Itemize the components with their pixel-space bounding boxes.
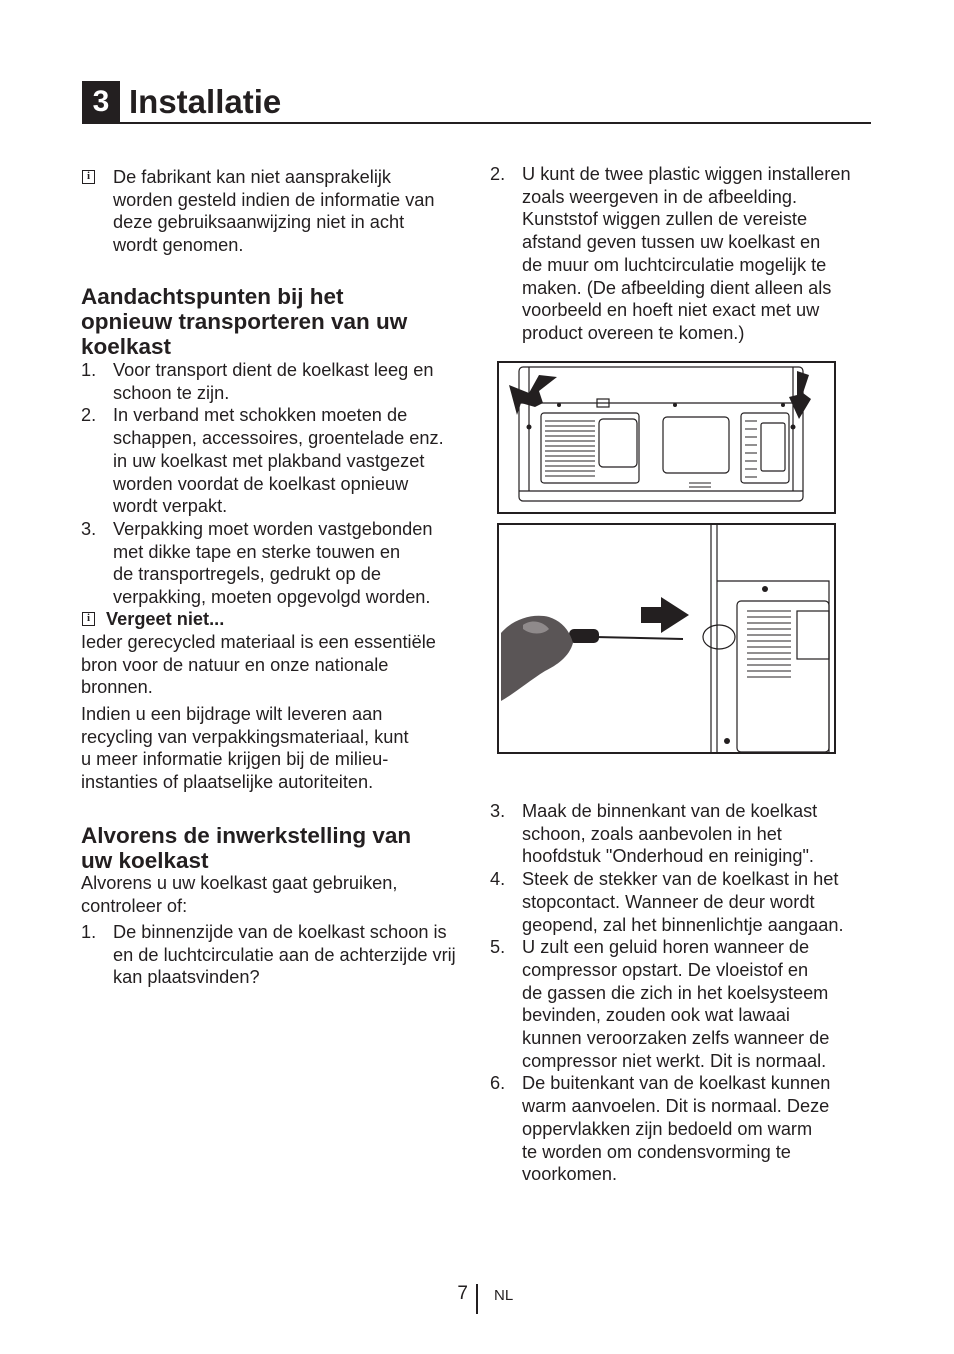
chapter-number-badge: 3: [82, 81, 120, 123]
list-line: stopcontact. Wanneer de deur wordt: [522, 891, 815, 912]
heading-line: Alvorens de inwerkstelling van: [81, 823, 412, 848]
list-line: bevinden, zouden ook wat lawaai: [522, 1005, 790, 1026]
paragraph-line: Alvorens u uw koelkast gaat gebruiken,: [81, 873, 398, 893]
wedge-arrow-right: [789, 371, 811, 419]
list-number: 1.: [81, 360, 97, 380]
list-number: 3.: [81, 518, 97, 539]
heading-line: Aandachtspunten bij het: [81, 284, 344, 309]
note-line: deze gebruiksaanwijzing niet in acht: [113, 212, 405, 233]
footer-separator: [476, 1284, 478, 1314]
list-line: voorkomen.: [522, 1164, 618, 1185]
first-use-list: [81, 921, 473, 989]
list-line: afstand geven tussen uw koelkast en: [522, 232, 821, 253]
paragraph-line: bron voor de natuur en onze nationale: [81, 654, 389, 675]
list-line: Kunststof wiggen zullen de vereiste: [522, 209, 808, 230]
list-line: de muur om luchtcirculatie mogelijk te: [522, 254, 827, 275]
list-number: 2.: [81, 405, 97, 426]
list-line: compressor opstart. De vloeistof en: [522, 959, 809, 980]
list-line: Voor transport dient de koelkast leeg en: [113, 360, 434, 380]
figure-install-wedge: [497, 523, 836, 754]
list-line: Maak de binnenkant van de koelkast: [522, 801, 818, 821]
section-heading-first-use: [81, 823, 471, 873]
list-line: schappen, accessoires, groentelade enz.: [113, 428, 444, 449]
list-line: U kunt de twee plastic wiggen installeren: [522, 164, 851, 184]
list-line: en de luchtcirculatie aan de achterzijde vrij: [113, 944, 456, 965]
reminder-title: Vergeet niet...: [106, 609, 225, 629]
list-number: 4.: [490, 869, 506, 890]
chapter-title: Installatie: [129, 83, 282, 120]
list-line: schoon, zoals aanbevolen in het: [522, 823, 782, 844]
note-line: De fabrikant kan niet aansprakelijk: [113, 167, 392, 187]
list-line: kan plaatsvinden?: [113, 967, 260, 988]
list-line: verpakking, moeten opgevolgd worden.: [113, 587, 431, 608]
list-line: worden voordat de koelkast opnieuw: [113, 473, 409, 494]
list-line: De binnenzijde van de koelkast schoon is: [113, 922, 447, 942]
chapter-rule: [82, 122, 871, 124]
list-line: zoals weergeven in de afbeelding.: [522, 186, 798, 207]
list-line: U zult een geluid horen wanneer de: [522, 937, 810, 958]
list-item: [490, 163, 865, 345]
list-item: [81, 921, 473, 989]
section-heading-transport: [81, 284, 471, 359]
list-line: schoon te zijn.: [113, 382, 230, 403]
list-line: Verpakking moet worden vastgebonden: [113, 518, 433, 539]
page-number: 7: [457, 1283, 468, 1304]
list-line: product overeen te komen.): [522, 322, 745, 343]
heading-line: uw koelkast: [81, 848, 209, 873]
list-line: De buitenkant van de koelkast kunnen: [522, 1073, 831, 1094]
vent-slats: [545, 421, 757, 487]
list-line: Steek de stekker van de koelkast in het: [522, 869, 839, 890]
list-line: de gassen die zich in het koelsysteem: [522, 982, 829, 1003]
page-language: NL: [494, 1287, 514, 1304]
install-wedge-illustration: [499, 525, 834, 752]
list-item: [81, 518, 473, 609]
list-number: 6.: [490, 1073, 506, 1094]
paragraph-line: Ieder gerecycled materiaal is een essentiële: [81, 632, 436, 652]
info-icon: i: [82, 170, 95, 184]
note-line: wordt genomen.: [113, 235, 244, 256]
transport-list: [81, 359, 473, 609]
list-item: [490, 868, 865, 936]
install-list-top: [490, 163, 865, 345]
list-item: [490, 936, 865, 1072]
heading-line: koelkast: [81, 334, 172, 359]
list-line: compressor niet werkt. Dit is normaal.: [522, 1050, 827, 1071]
list-item: [81, 359, 473, 404]
paragraph-line: Indien u een bijdrage wilt leveren aan: [81, 704, 383, 724]
list-line: in uw koelkast met plakband vastgezet: [113, 450, 425, 471]
wedge-arrow-left: [509, 375, 557, 415]
install-list-bottom: [490, 800, 865, 1186]
paragraph-line: instanties of plaatselijke autoriteiten.: [81, 772, 374, 793]
reminder-paragraph: [81, 631, 473, 699]
list-number: 3.: [490, 801, 506, 821]
list-line: warm aanvoelen. Dit is normaal. Deze: [522, 1096, 830, 1117]
list-number: 1.: [81, 922, 97, 942]
list-number: 5.: [490, 937, 506, 958]
note-line: worden gesteld indien de informatie van: [113, 189, 435, 210]
figure-rear-wedges: [497, 361, 836, 514]
list-line: met dikke tape en sterke touwen en: [113, 541, 401, 562]
rear-wedges-illustration: [499, 363, 834, 512]
info-icon: i: [82, 612, 95, 626]
paragraph-line: bronnen.: [81, 677, 153, 698]
first-use-intro: [81, 872, 473, 917]
heading-line: opnieuw transporteren van uw: [81, 309, 408, 334]
direction-arrow: [641, 597, 689, 633]
list-item: [81, 404, 473, 518]
list-line: hoofdstuk "Onderhoud en reiniging".: [522, 846, 814, 867]
list-line: oppervlakken zijn bedoeld om warm: [522, 1118, 813, 1139]
vent-slats: [747, 611, 791, 677]
paragraph-line: recycling van verpakkingsmateriaal, kunt: [81, 726, 409, 747]
list-line: de transportregels, gedrukt op de: [113, 564, 381, 585]
paragraph-line: controleer of:: [81, 895, 188, 916]
list-line: maken. (De afbeelding dient alleen als: [522, 277, 832, 298]
list-line: kunnen veroorzaken zelfs wanneer de: [522, 1028, 830, 1049]
reminder-paragraph: [81, 703, 473, 794]
list-line: geopend, zal het binnenlichtje aangaan.: [522, 914, 844, 935]
list-line: In verband met schokken moeten de: [113, 405, 408, 426]
list-number: 2.: [490, 164, 506, 184]
list-line: wordt verpakt.: [113, 496, 228, 517]
paragraph-line: u meer informatie krijgen bij de milieu-: [81, 749, 389, 770]
list-line: voorbeeld en hoeft niet exact met uw: [522, 300, 820, 321]
note-block: [113, 166, 473, 257]
list-item: [490, 800, 865, 868]
list-line: te worden om condensvorming te: [522, 1141, 791, 1162]
list-item: [490, 1072, 865, 1186]
